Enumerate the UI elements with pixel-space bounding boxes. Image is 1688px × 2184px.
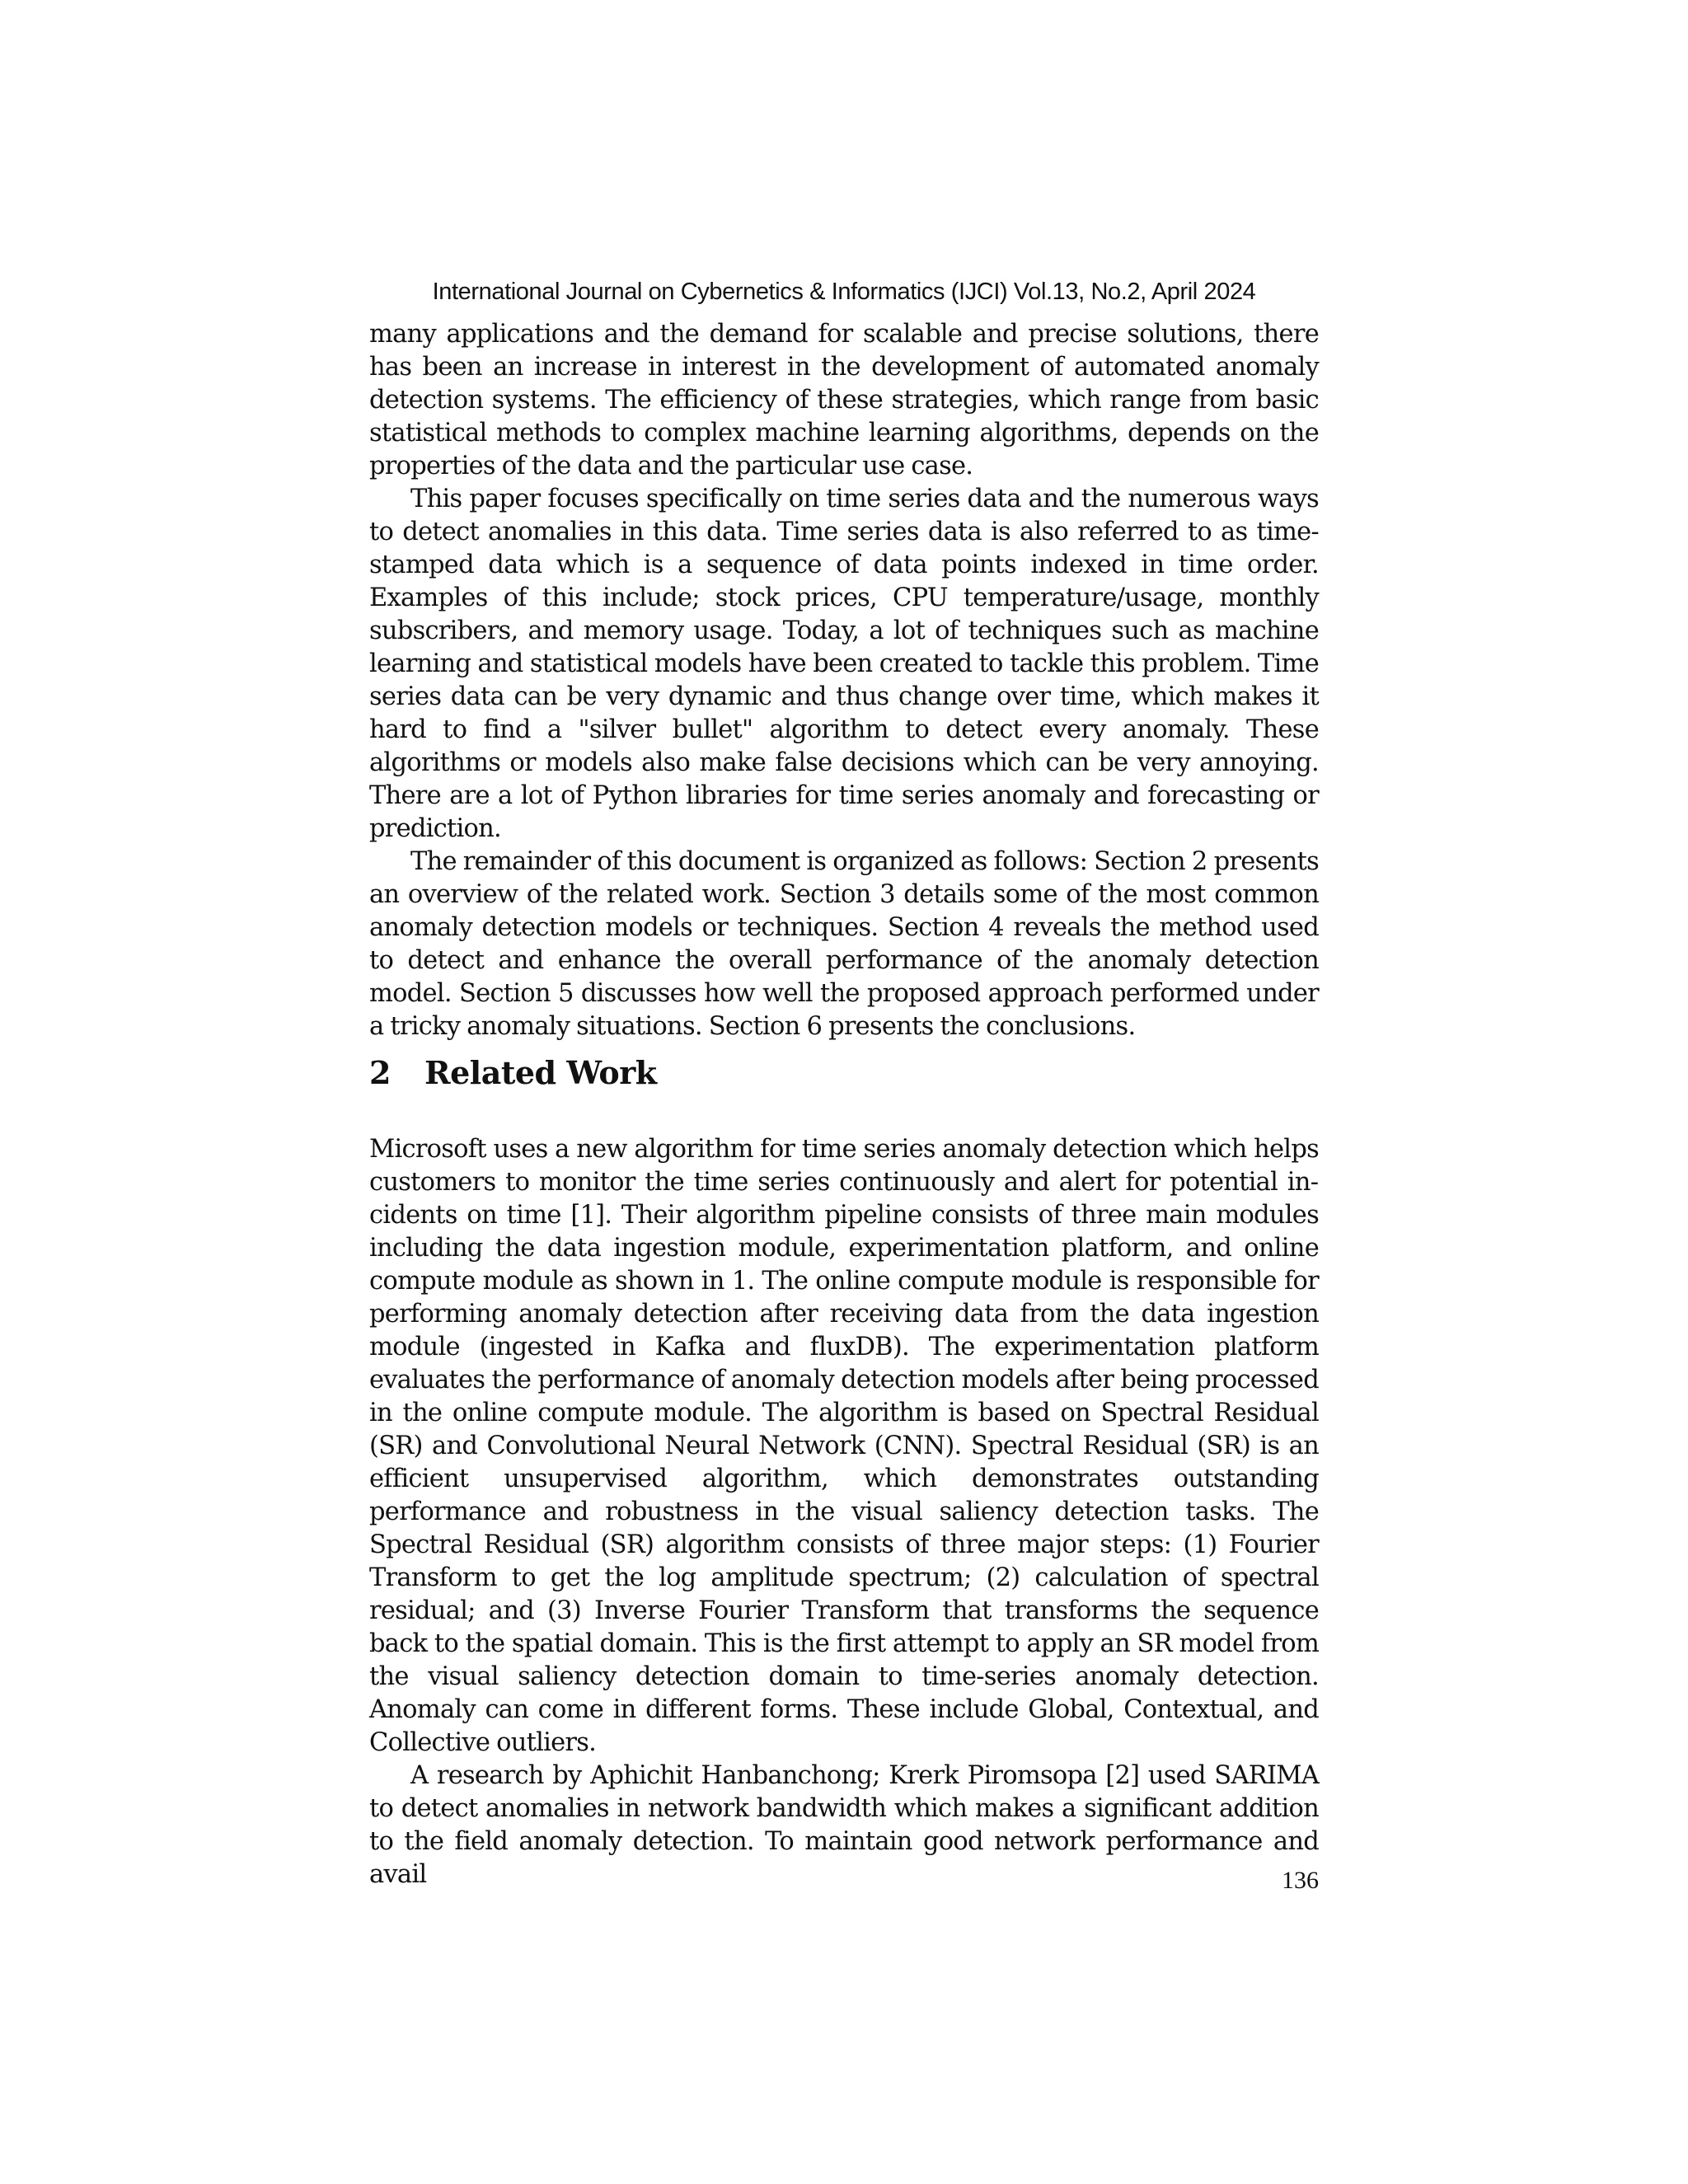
section-number: 2: [369, 1054, 391, 1091]
body-paragraph: The remainder of this document is organized as follows: Section 2 presents an overview of the related work. Section 3 details some of the most common anomaly detection models or techniques. Section 4 reveals the method used to detect and enhance the overall performance of the anomaly detection model. Section 5 discusses how well the proposed approach performed under a tricky anomaly situations. Section 6 presents the conclusions.: [369, 847, 1319, 1041]
body-paragraph: This paper focuses specifically on time series data and the numerous ways to detect anomalies in this data. Time series data is also referred to as time-stamped data which is a sequence of data points indexed in time order. Examples of this include; stock prices, CPU temperature/usage, monthly subscribers, and memory usage. Today, a lot of techniques such as machine learning and statistical models have been created to tackle this problem. Time series data can be very dynamic and thus change over time, which makes it hard to find a "silver bullet" algorithm to detect every anomaly. These algorithms or models also make false decisions which can be very annoying. There are a lot of Python libraries for time series anomaly and forecasting or prediction.: [369, 485, 1319, 843]
related-work-text: [369, 1133, 1319, 1891]
body-paragraph: A research by Aphichit Hanbanchong; Krerk Piromsopa [2] used SARIMA to detect anomalies in network bandwidth which makes a significant addition to the field anomaly detection. To maintain good network performance and avail: [369, 1761, 1319, 1889]
introduction-text: [369, 318, 1319, 1043]
running-header: International Journal on Cybernetics & Informatics (IJCI) Vol.13, No.2, April 2024: [432, 279, 1256, 305]
body-paragraph: many applications and the demand for scalable and precise solutions, there has been an increase in interest in the development of automated anomaly detection systems. The efficiency of these strategies, which range from basic statistical methods to complex machine learning algorithms, depends on the properties of the data and the particular use case.: [369, 320, 1319, 480]
section-heading: [369, 1054, 657, 1092]
section-title: Related Work: [424, 1054, 657, 1091]
body-paragraph: Microsoft uses a new algorithm for time series anomaly detection which helps customers to monitor the time series continuously and alert for potential incidents on time [1]. Their algorithm pipeline consists of three main modules including the data ingestion module, experimentation platform, and online compute module as shown in 1. The online compute module is responsible for performing anomaly detection after receiving data from the data ingestion module (ingested in Kafka and fluxDB). The experimentation platform evaluates the performance of anomaly detection models after being processed in the online compute module. The algorithm is based on Spectral Residual (SR) and Convolutional Neural Network (CNN). Spectral Residual (SR) is an efficient unsupervised algorithm, which demonstrates outstanding performance and robustness in the visual saliency detection tasks. The Spectral Residual (SR) algorithm consists of three major steps: (1) Fourier Transform to get the log amplitude spectrum; (2) calculation of spectral residual; and (3) Inverse Fourier Transform that transforms the sequence back to the spatial domain. This is the first attempt to apply an SR model from the visual saliency detection domain to time-series anomaly detection. Anomaly can come in different forms. These include Global, Contextual, and Collective outliers.: [369, 1135, 1319, 1757]
page-number: 136: [1282, 1867, 1319, 1894]
